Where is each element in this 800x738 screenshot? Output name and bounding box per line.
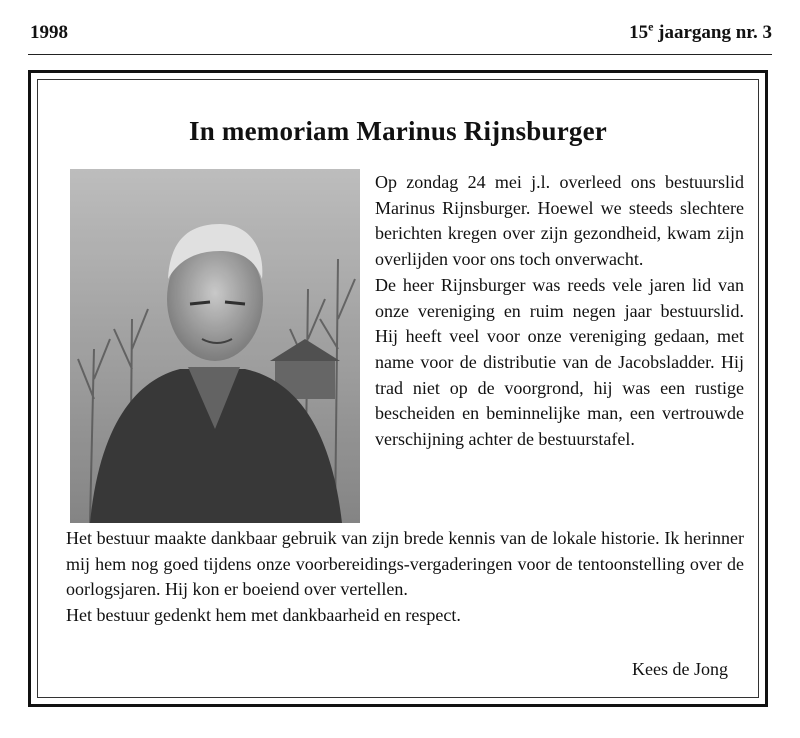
page-year: 1998 bbox=[30, 22, 68, 43]
portrait-photo-icon bbox=[70, 169, 360, 523]
issue-rest: jaargang nr. 3 bbox=[653, 22, 772, 43]
article-intro-column bbox=[375, 170, 744, 453]
author-signature: Kees de Jong bbox=[632, 659, 728, 679]
portrait-photo bbox=[70, 169, 360, 523]
paragraph-4: Het bestuur gedenkt hem met dankbaarheid en respect. bbox=[66, 605, 461, 626]
page-header bbox=[30, 19, 772, 48]
issue-label bbox=[629, 19, 772, 44]
paragraph-2: De heer Rijnsburger was reeds vele jaren lid van onze vereniging en ruim negen jaar bestuurslid. Hij heeft veel voor onze vereniging gedaan, met name voor de distributie van de Jacobsladder. Hij trad niet op de voorgrond, hij was een rustige bescheiden en beminnelijke man, een vertrouwde verschijning achter de bestuurstafel. bbox=[375, 274, 744, 450]
issue-suffix: e bbox=[648, 19, 654, 34]
issue-number: 15 bbox=[629, 22, 649, 43]
memorial-inner-frame bbox=[37, 79, 759, 698]
paragraph-1: Op zondag 24 mei j.l. overleed ons bestuurslid Marinus Rijnsburger. Hoewel we steeds slechtere berichten kregen over zijn gezondheid, kwam zijn overlijden voor ons toch onverwacht. bbox=[375, 172, 744, 270]
header-rule bbox=[28, 54, 772, 55]
paragraph-3: Het bestuur maakte dankbaar gebruik van zijn brede kennis van de lokale historie. Ik herinner mij hem nog goed tijdens onze voorbereidings-vergaderingen voor de tentoonstelling over de oorlogsjaren. Hij kon er boeiend over vertellen. bbox=[66, 528, 744, 600]
article-title: In memoriam Marinus Rijnsburger bbox=[189, 116, 607, 146]
memorial-frame bbox=[28, 70, 768, 707]
article-body-full bbox=[66, 526, 744, 629]
